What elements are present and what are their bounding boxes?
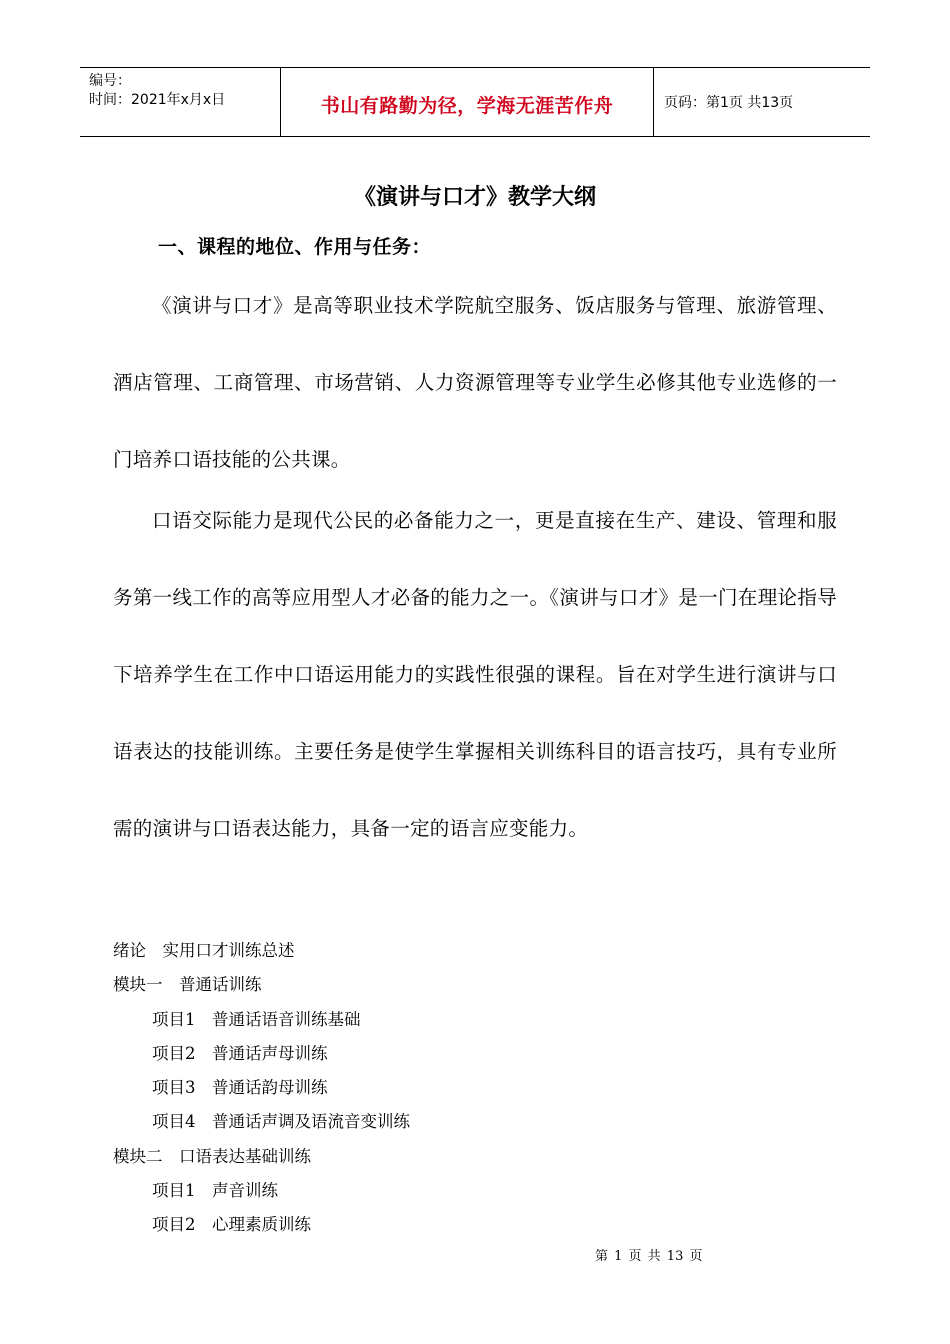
- number-label: 编号：: [89, 73, 131, 89]
- outline-item: 模块一 普通话训练: [113, 975, 262, 995]
- outline-item: 项目4 普通话声调及语流音变训练: [152, 1112, 410, 1132]
- page-footer: 第 1 页 共 13 页: [595, 1249, 703, 1264]
- header-meta: [80, 68, 281, 136]
- outline-item: 项目1 普通话语音训练基础: [152, 1009, 361, 1029]
- section-heading: 一、课程的地位、作用与任务：: [158, 236, 432, 258]
- outline-item: 绪论 实用口才训练总述: [113, 941, 295, 960]
- outline-item: 模块二 口语表达基础训练: [113, 1146, 311, 1166]
- outline-item: 项目2 心理素质训练: [152, 1215, 311, 1235]
- time-label: 时间：2021年x月x日: [89, 92, 226, 108]
- outline-item: 项目3 普通话韵母训练: [152, 1078, 328, 1098]
- course-outline: [113, 934, 410, 1243]
- header-page-info: 页码：第1页 共13页: [664, 95, 794, 111]
- outline-item: 项目2 普通话声母训练: [152, 1043, 328, 1063]
- motto: 书山有路勤为径，学海无涯苦作舟: [320, 94, 614, 117]
- paragraph: 《演讲与口才》是高等职业技术学院航空服务、饭店服务与管理、旅游管理、酒店管理、工商管理、市场营销、人力资源管理等专业学生必修其他专业选修的一门培养口语技能的公共课。: [113, 294, 837, 471]
- document-title: 《演讲与口才》教学大纲: [353, 185, 596, 210]
- document-header: [80, 67, 870, 137]
- outline-item: 项目1 声音训练: [152, 1181, 278, 1201]
- header-motto-cell: [281, 68, 654, 136]
- paragraph: 口语交际能力是现代公民的必备能力之一，更是直接在生产、建设、管理和服务第一线工作的高等应用型人才必备的能力之一。《演讲与口才》是一门在理论指导下培养学生在工作中口语运用能力的实践性很强的课程。旨在对学生进行演讲与口语表达的技能训练。主要任务是使学生掌握相关训练科目的语言技巧，具有专业所需的演讲与口语表达能力，具备一定的语言应变能力。: [113, 509, 837, 840]
